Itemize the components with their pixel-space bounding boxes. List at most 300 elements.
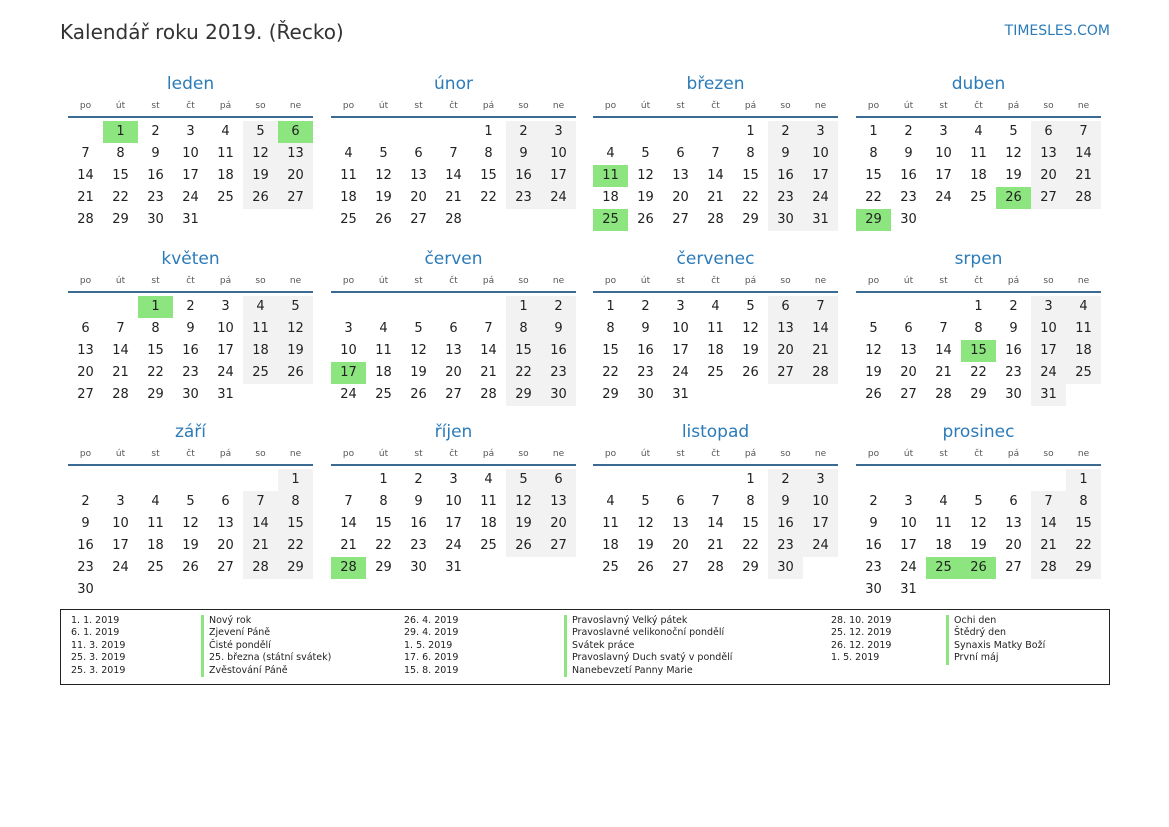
holiday-name: Nanebevzetí Panny Marie: [564, 665, 693, 677]
day-cell: 21: [77, 190, 94, 205]
month-name: říjen: [434, 422, 473, 442]
day-cell: 14: [112, 343, 129, 358]
empty-cell: [208, 469, 243, 491]
day-cell: 1: [278, 469, 313, 491]
day-cell: 12: [182, 516, 199, 531]
day-cell: 4: [484, 472, 493, 487]
day-cell: 26: [742, 365, 759, 380]
day-cell: 29: [147, 387, 164, 402]
weekday-label: út: [640, 276, 651, 286]
day-cell: 14: [445, 168, 462, 183]
day-cell: 26: [637, 212, 654, 227]
day-cell: 16: [541, 340, 576, 362]
weekday-label: čt: [711, 449, 720, 459]
empty-cell: [891, 296, 926, 318]
legend-column-3: [831, 615, 1045, 665]
weekday-label: čt: [974, 449, 983, 459]
day-cell: 18: [970, 168, 987, 183]
day-cell: 23: [182, 365, 199, 380]
empty-cell: [68, 469, 103, 491]
day-cell: 28: [707, 212, 724, 227]
day-cell: 22: [742, 538, 759, 553]
day-cell: 27: [672, 560, 689, 575]
day-cell: 13: [217, 516, 234, 531]
month-červenec: [593, 247, 838, 406]
day-cell: 4: [974, 124, 983, 139]
day-cell: 22: [1066, 535, 1101, 557]
day-cell: 18: [707, 343, 724, 358]
day-cell: 14: [243, 513, 278, 535]
day-cell: 14: [803, 318, 838, 340]
day-cell: 8: [116, 146, 125, 161]
day-cell: 15: [112, 168, 129, 183]
day-cell: 26: [243, 187, 278, 209]
weekday-label: st: [414, 276, 423, 286]
weekday-label: ne: [1077, 276, 1090, 286]
day-cell: 13: [672, 516, 689, 531]
day-cell: 23: [900, 190, 917, 205]
holiday-day: 25: [593, 209, 628, 231]
weekday-label: so: [1043, 101, 1054, 111]
day-cell: 6: [221, 494, 230, 509]
weekday-header: [593, 444, 838, 466]
holiday-date: 26. 4. 2019: [404, 615, 459, 626]
weekday-label: út: [378, 101, 389, 111]
empty-cell: [366, 296, 401, 318]
day-cell: 25: [480, 538, 497, 553]
day-cell: 5: [278, 296, 313, 318]
day-grid: [856, 296, 1101, 406]
weekday-label: pá: [744, 101, 757, 111]
day-cell: 7: [243, 491, 278, 513]
day-cell: 29: [742, 212, 759, 227]
day-cell: 17: [217, 343, 234, 358]
day-cell: 20: [672, 538, 689, 553]
holiday-name: Synaxis Matky Boží: [946, 640, 1045, 652]
day-cell: 6: [414, 146, 423, 161]
legend-row: [71, 627, 331, 639]
day-cell: 23: [541, 362, 576, 384]
day-cell: 9: [904, 146, 913, 161]
day-cell: 5: [186, 494, 195, 509]
empty-cell: [698, 469, 733, 491]
weekday-label: st: [676, 449, 685, 459]
day-cell: 2: [641, 299, 650, 314]
month-name: září: [174, 422, 207, 442]
day-cell: 22: [112, 190, 129, 205]
day-grid: [856, 121, 1101, 231]
day-cell: 3: [1031, 296, 1066, 318]
day-cell: 18: [340, 190, 357, 205]
weekday-header: [593, 96, 838, 118]
holiday-name: Čisté pondělí: [201, 640, 271, 652]
day-cell: 25: [243, 362, 278, 384]
day-cell: 23: [1005, 365, 1022, 380]
day-cell: 15: [865, 168, 882, 183]
day-cell: 10: [1031, 318, 1066, 340]
day-cell: 14: [935, 343, 952, 358]
holiday-name: Ochi den: [946, 615, 996, 627]
day-cell: 1: [379, 472, 388, 487]
weekday-label: ne: [289, 276, 302, 286]
day-cell: 27: [445, 387, 462, 402]
empty-cell: [593, 121, 628, 143]
empty-cell: [1031, 469, 1066, 491]
legend-row: [831, 652, 1045, 664]
day-cell: 3: [939, 124, 948, 139]
day-cell: 31: [672, 387, 689, 402]
month-name: listopad: [681, 422, 750, 442]
day-cell: 26: [637, 560, 654, 575]
weekday-label: st: [151, 101, 160, 111]
month-srpen: [856, 247, 1101, 406]
holiday-date: 6. 1. 2019: [71, 627, 120, 639]
holiday-day: 26: [961, 557, 996, 579]
day-cell: 10: [541, 143, 576, 165]
day-cell: 1: [1066, 469, 1101, 491]
empty-cell: [628, 469, 663, 491]
day-cell: 22: [375, 538, 392, 553]
holiday-name: Zvěstování Páně: [201, 665, 288, 677]
day-cell: 9: [869, 516, 878, 531]
day-cell: 25: [970, 190, 987, 205]
day-cell: 2: [186, 299, 195, 314]
holiday-day: 26: [996, 187, 1031, 209]
day-cell: 19: [1005, 168, 1022, 183]
day-cell: 9: [151, 146, 160, 161]
holiday-name: Pravoslavný Velký pátek: [564, 615, 687, 627]
day-cell: 18: [147, 538, 164, 553]
day-cell: 12: [375, 168, 392, 183]
weekday-label: pá: [219, 101, 232, 111]
day-cell: 5: [414, 321, 423, 336]
day-cell: 16: [865, 538, 882, 553]
day-cell: 13: [672, 168, 689, 183]
day-cell: 22: [278, 535, 313, 557]
weekday-header: [856, 271, 1101, 293]
day-cell: 17: [935, 168, 952, 183]
weekday-header: [68, 96, 313, 118]
day-cell: 10: [803, 491, 838, 513]
day-cell: 12: [637, 168, 654, 183]
day-cell: 1: [974, 299, 983, 314]
day-cell: 7: [711, 494, 720, 509]
day-cell: 31: [900, 582, 917, 597]
holiday-day: 25: [926, 557, 961, 579]
day-grid: [593, 469, 838, 579]
day-cell: 8: [151, 321, 160, 336]
legend-row: [404, 652, 732, 664]
day-cell: 4: [939, 494, 948, 509]
empty-cell: [68, 121, 103, 143]
weekday-label: út: [903, 449, 914, 459]
weekday-label: ne: [289, 449, 302, 459]
day-cell: 8: [506, 318, 541, 340]
empty-cell: [961, 469, 996, 491]
day-cell: 15: [375, 516, 392, 531]
weekday-header: [331, 96, 576, 118]
holiday-date: 1. 1. 2019: [71, 615, 120, 626]
weekday-label: so: [780, 101, 791, 111]
day-cell: 24: [1031, 362, 1066, 384]
day-cell: 13: [445, 343, 462, 358]
day-cell: 26: [865, 387, 882, 402]
day-cell: 20: [445, 365, 462, 380]
day-cell: 4: [711, 299, 720, 314]
weekday-label: po: [79, 449, 92, 459]
day-cell: 2: [541, 296, 576, 318]
holiday-date: 1. 5. 2019: [831, 652, 880, 664]
day-cell: 30: [865, 582, 882, 597]
day-cell: 15: [147, 343, 164, 358]
day-cell: 27: [217, 560, 234, 575]
day-cell: 5: [746, 299, 755, 314]
day-cell: 23: [768, 187, 803, 209]
day-cell: 20: [217, 538, 234, 553]
weekday-label: út: [115, 449, 126, 459]
weekday-label: pá: [482, 276, 495, 286]
day-cell: 17: [445, 516, 462, 531]
day-cell: 14: [707, 516, 724, 531]
day-cell: 21: [707, 190, 724, 205]
weekday-label: po: [867, 101, 880, 111]
day-cell: 12: [1005, 146, 1022, 161]
weekday-label: st: [151, 449, 160, 459]
day-cell: 20: [77, 365, 94, 380]
day-cell: 3: [221, 299, 230, 314]
weekday-label: čt: [711, 276, 720, 286]
day-cell: 29: [970, 387, 987, 402]
day-grid: [331, 296, 576, 406]
holiday-name: Pravoslavné velikonoční pondělí: [564, 627, 724, 639]
weekday-label: pá: [482, 449, 495, 459]
day-cell: 17: [182, 168, 199, 183]
empty-cell: [471, 296, 506, 318]
day-cell: 14: [480, 343, 497, 358]
day-cell: 21: [803, 340, 838, 362]
day-cell: 12: [865, 343, 882, 358]
holiday-date: 15. 8. 2019: [404, 664, 459, 676]
day-cell: 12: [742, 321, 759, 336]
day-cell: 30: [900, 212, 917, 227]
day-cell: 10: [112, 516, 129, 531]
day-cell: 28: [803, 362, 838, 384]
holiday-date: 26. 12. 2019: [831, 639, 892, 651]
day-cell: 20: [410, 190, 427, 205]
weekday-label: ne: [814, 101, 827, 111]
empty-cell: [138, 469, 173, 491]
day-cell: 3: [541, 121, 576, 143]
day-cell: 14: [1066, 143, 1101, 165]
day-cell: 27: [278, 187, 313, 209]
weekday-label: ne: [814, 449, 827, 459]
empty-cell: [103, 296, 138, 318]
empty-cell: [996, 469, 1031, 491]
month-name: červenec: [676, 249, 755, 269]
day-cell: 25: [147, 560, 164, 575]
day-cell: 29: [742, 560, 759, 575]
month-name: duben: [951, 74, 1006, 94]
day-cell: 17: [541, 165, 576, 187]
weekday-label: st: [939, 101, 948, 111]
day-cell: 19: [182, 538, 199, 553]
day-cell: 24: [217, 365, 234, 380]
empty-cell: [331, 469, 366, 491]
empty-cell: [401, 121, 436, 143]
day-cell: 6: [904, 321, 913, 336]
day-cell: 30: [768, 557, 803, 579]
day-cell: 29: [375, 560, 392, 575]
empty-cell: [401, 296, 436, 318]
day-cell: 7: [939, 321, 948, 336]
day-cell: 19: [637, 538, 654, 553]
day-cell: 9: [81, 516, 90, 531]
day-cell: 7: [803, 296, 838, 318]
weekday-label: út: [378, 276, 389, 286]
day-cell: 13: [1005, 516, 1022, 531]
day-cell: 5: [974, 494, 983, 509]
empty-cell: [436, 296, 471, 318]
page-title: Kalendář roku 2019. (Řecko): [60, 20, 344, 44]
day-cell: 17: [112, 538, 129, 553]
month-červen: [331, 247, 576, 406]
day-cell: 11: [480, 494, 497, 509]
day-cell: 10: [935, 146, 952, 161]
weekday-label: út: [115, 276, 126, 286]
day-cell: 11: [340, 168, 357, 183]
day-cell: 29: [1066, 557, 1101, 579]
weekday-label: pá: [1007, 449, 1020, 459]
day-cell: 14: [1031, 513, 1066, 535]
day-cell: 5: [379, 146, 388, 161]
month-name: únor: [434, 74, 473, 94]
weekday-label: čt: [186, 449, 195, 459]
day-cell: 15: [480, 168, 497, 183]
weekday-label: so: [255, 449, 266, 459]
day-cell: 25: [1066, 362, 1101, 384]
holiday-day: 1: [138, 296, 173, 318]
holiday-day: 11: [593, 165, 628, 187]
day-cell: 12: [970, 516, 987, 531]
day-cell: 28: [445, 212, 462, 227]
empty-cell: [331, 121, 366, 143]
day-cell: 24: [541, 187, 576, 209]
weekday-label: so: [518, 276, 529, 286]
day-cell: 4: [221, 124, 230, 139]
day-cell: 5: [243, 121, 278, 143]
weekday-header: [856, 96, 1101, 118]
month-únor: [331, 72, 576, 231]
day-cell: 6: [449, 321, 458, 336]
holiday-date: 28. 10. 2019: [831, 615, 892, 626]
day-cell: 30: [147, 212, 164, 227]
weekday-label: so: [518, 101, 529, 111]
empty-cell: [926, 469, 961, 491]
day-cell: 1: [746, 124, 755, 139]
day-cell: 18: [602, 190, 619, 205]
empty-cell: [593, 469, 628, 491]
day-cell: 22: [602, 365, 619, 380]
day-cell: 2: [1009, 299, 1018, 314]
weekday-label: po: [342, 276, 355, 286]
day-cell: 29: [112, 212, 129, 227]
day-cell: 11: [970, 146, 987, 161]
day-cell: 3: [186, 124, 195, 139]
day-cell: 17: [803, 513, 838, 535]
day-cell: 19: [637, 190, 654, 205]
day-cell: 16: [637, 343, 654, 358]
day-cell: 21: [935, 365, 952, 380]
site-link[interactable]: TIMESLES.COM: [1004, 23, 1110, 39]
weekday-label: čt: [711, 101, 720, 111]
weekday-label: čt: [974, 276, 983, 286]
empty-cell: [698, 121, 733, 143]
day-cell: 18: [602, 538, 619, 553]
day-cell: 10: [900, 516, 917, 531]
month-name: prosinec: [942, 422, 1015, 442]
day-cell: 7: [344, 494, 353, 509]
day-cell: 24: [340, 387, 357, 402]
holiday-legend: [60, 609, 1110, 685]
weekday-label: pá: [219, 449, 232, 459]
day-cell: 15: [506, 340, 541, 362]
day-cell: 4: [606, 146, 615, 161]
holiday-day: 6: [278, 121, 313, 143]
weekday-label: po: [604, 101, 617, 111]
weekday-label: st: [151, 276, 160, 286]
day-cell: 20: [672, 190, 689, 205]
day-cell: 13: [410, 168, 427, 183]
day-cell: 13: [541, 491, 576, 513]
weekday-label: so: [1043, 449, 1054, 459]
holiday-date: 29. 4. 2019: [404, 627, 459, 639]
weekday-label: ne: [289, 101, 302, 111]
day-cell: 9: [414, 494, 423, 509]
month-listopad: [593, 420, 838, 579]
holiday-date: 11. 3. 2019: [71, 639, 126, 651]
day-cell: 30: [1005, 387, 1022, 402]
day-cell: 22: [742, 190, 759, 205]
day-cell: 13: [278, 143, 313, 165]
day-cell: 2: [904, 124, 913, 139]
legend-row: [71, 652, 331, 664]
day-cell: 21: [243, 535, 278, 557]
day-cell: 18: [935, 538, 952, 553]
day-cell: 29: [278, 557, 313, 579]
day-cell: 10: [803, 143, 838, 165]
day-cell: 4: [243, 296, 278, 318]
month-name: květen: [161, 249, 220, 269]
day-cell: 24: [672, 365, 689, 380]
holiday-name: Svátek práce: [564, 640, 634, 652]
day-cell: 31: [182, 212, 199, 227]
weekday-label: po: [604, 449, 617, 459]
holiday-date: 1. 5. 2019: [404, 639, 453, 651]
day-cell: 7: [1066, 121, 1101, 143]
day-cell: 19: [970, 538, 987, 553]
weekday-label: čt: [449, 449, 458, 459]
day-cell: 13: [77, 343, 94, 358]
legend-row: [831, 615, 1045, 627]
day-cell: 12: [506, 491, 541, 513]
day-cell: 21: [480, 365, 497, 380]
day-cell: 27: [768, 362, 803, 384]
day-cell: 22: [865, 190, 882, 205]
day-cell: 18: [375, 365, 392, 380]
empty-cell: [663, 121, 698, 143]
day-cell: 23: [410, 538, 427, 553]
day-cell: 6: [1009, 494, 1018, 509]
